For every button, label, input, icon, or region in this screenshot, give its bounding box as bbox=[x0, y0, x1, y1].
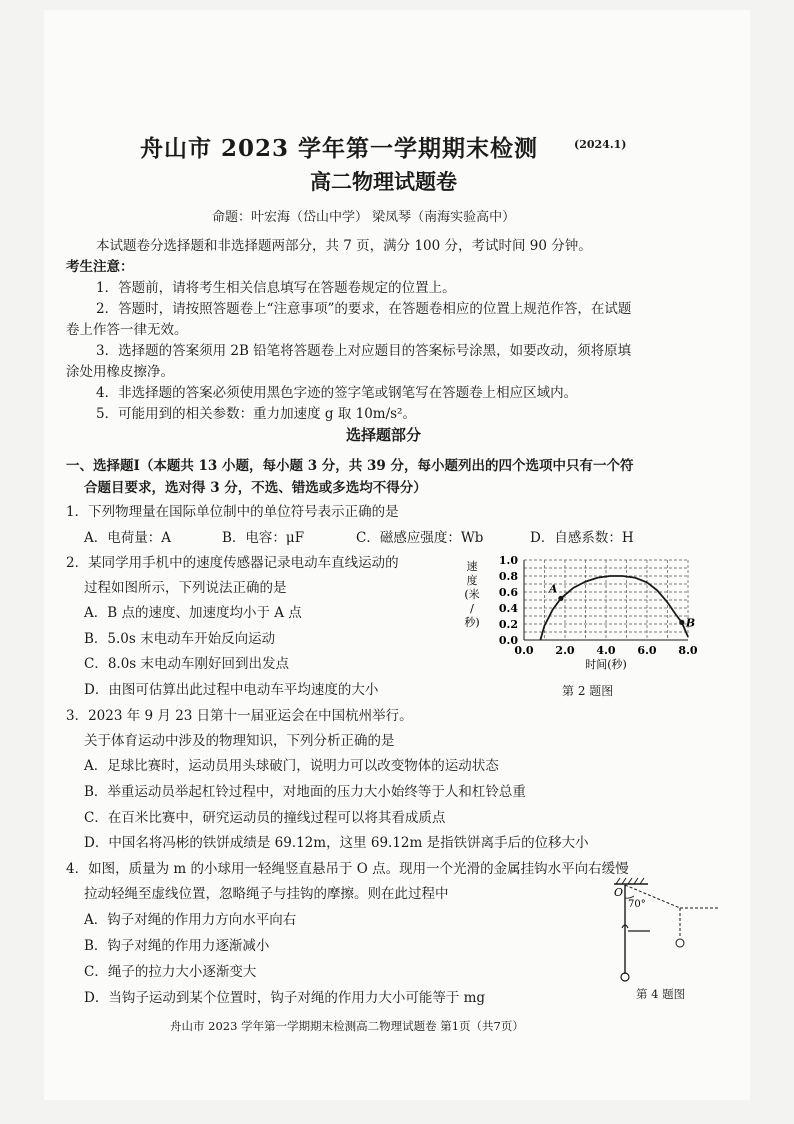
q3-option-b[interactable]: B．举重运动员举起杠铃过程中，对地面的压力大小始终等于人和杠铃总重 bbox=[84, 784, 526, 800]
q4-option-a[interactable]: A．钩子对绳的作用力方向水平向右 bbox=[84, 912, 297, 928]
point-label-a: A bbox=[548, 582, 558, 596]
q1-option-c[interactable]: C．磁感应强度：Wb bbox=[356, 530, 484, 546]
y-label-part: / bbox=[470, 602, 474, 615]
point-b bbox=[679, 620, 684, 625]
dashed-ball bbox=[676, 939, 684, 947]
y-tick-label: 0.8 bbox=[498, 570, 518, 583]
chart-grid bbox=[524, 560, 688, 640]
y-label-part: (米 bbox=[464, 588, 480, 601]
chart-ticks bbox=[499, 554, 698, 657]
y-axis-label bbox=[464, 559, 479, 629]
x-tick-label: 6.0 bbox=[637, 644, 657, 657]
x-tick-label: 8.0 bbox=[678, 644, 698, 657]
exam-title: 舟山市 2023 学年第一学期期末检测 bbox=[140, 135, 539, 162]
q1-option-b[interactable]: B．电容：μF bbox=[222, 530, 305, 546]
q3-stem-b: 关于体育运动中涉及的物理知识，下列分析正确的是 bbox=[84, 733, 395, 749]
ball bbox=[621, 973, 629, 981]
notice-5: 5．可能用到的相关参数：重力加速度 g 取 10m/s²。 bbox=[96, 406, 416, 422]
pendulum-hook-figure bbox=[606, 876, 726, 986]
velocity-time-chart bbox=[450, 548, 710, 698]
point-o-label: O bbox=[614, 886, 624, 899]
y-tick-label: 0.0 bbox=[498, 634, 518, 647]
q1-option-d[interactable]: D．自感系数：H bbox=[530, 530, 634, 546]
point-label-b: B bbox=[685, 616, 696, 630]
exam-date: (2024.1) bbox=[574, 138, 627, 151]
x-tick-label: 4.0 bbox=[596, 644, 616, 657]
q3-option-a[interactable]: A．足球比赛时，运动员用头球破门，说明力可以改变物体的运动状态 bbox=[84, 758, 499, 774]
notice-2a: 2．答题时，请按照答题卷上“注意事项”的要求，在答题卷相应的位置上规范作答，在试题 bbox=[96, 301, 632, 317]
q3-option-c[interactable]: C．在百米比赛中，研究运动员的撞线过程可以将其看成质点 bbox=[84, 810, 446, 826]
y-label-part: 速 bbox=[466, 560, 478, 573]
q1-stem: 1．下列物理量在国际单位制中的单位符号表示正确的是 bbox=[66, 504, 399, 520]
notice-title: 考生注意： bbox=[66, 259, 134, 275]
authors-line: 命题：叶宏海（岱山中学） 梁凤琴（南海实验高中） bbox=[212, 210, 516, 225]
q4-option-d[interactable]: D．当钩子运动到某个位置时，钩子对绳的作用力大小可能等于 mg bbox=[84, 990, 486, 1006]
q2-figure-caption: 第 2 题图 bbox=[562, 684, 614, 698]
angle-arc bbox=[625, 896, 634, 898]
q4-stem-a: 4．如图，质量为 m 的小球用一轻绳竖直悬吊于 O 点。现用一个光滑的金属挂钩水平向右缓慢 bbox=[66, 861, 629, 877]
exam-subtitle: 高二物理试题卷 bbox=[310, 170, 457, 194]
notice-4: 4．非选择题的答案必须使用黑色字迹的签字笔或钢笔写在答题卷上相应区域内。 bbox=[96, 385, 578, 401]
ceiling-hatch bbox=[616, 878, 644, 884]
q3-stem-a: 3．2023 年 9 月 23 日第十一届亚运会在中国杭州举行。 bbox=[66, 708, 413, 724]
q4-option-b[interactable]: B．钩子对绳的作用力逐渐减小 bbox=[84, 938, 270, 954]
intro-line: 本试题卷分选择题和非选择题两部分，共 7 页，满分 100 分，考试时间 90 分钟。 bbox=[96, 238, 592, 254]
x-tick-label: 0.0 bbox=[514, 644, 534, 657]
page-footer: 舟山市 2023 学年第一学期期末检测高二物理试题卷 第1页（共7页） bbox=[170, 1019, 524, 1033]
q2-option-c[interactable]: C．8.0s 末电动车刚好回到出发点 bbox=[84, 656, 290, 672]
y-tick-label: 0.2 bbox=[498, 618, 518, 631]
q2-stem-b: 过程如图所示，下列说法正确的是 bbox=[84, 580, 287, 596]
x-tick-label: 2.0 bbox=[555, 644, 575, 657]
part1-heading-a: 一、选择题Ⅰ（本题共 13 小题，每小题 3 分，共 39 分，每小题列出的四个选项中只有一个符 bbox=[66, 458, 634, 474]
q2-stem-a: 2．某同学用手机中的速度传感器记录电动车直线运动的 bbox=[66, 555, 399, 571]
q2-option-a[interactable]: A．B 点的速度、加速度均小于 A 点 bbox=[84, 605, 302, 621]
q4-figure-caption: 第 4 题图 bbox=[636, 987, 686, 1001]
y-tick-label: 0.4 bbox=[498, 602, 518, 615]
q4-option-c[interactable]: C．绳子的拉力大小逐渐变大 bbox=[84, 964, 257, 980]
x-axis-label: 时间(秒) bbox=[585, 658, 627, 671]
y-tick-label: 1.0 bbox=[498, 554, 518, 567]
section-title: 选择题部分 bbox=[346, 426, 422, 444]
y-label-part: 秒) bbox=[464, 616, 480, 629]
point-a bbox=[558, 596, 563, 601]
notice-1: 1．答题前，请将考生相关信息填写在答题卷规定的位置上。 bbox=[96, 280, 456, 296]
chart-points bbox=[548, 582, 695, 629]
q1-option-a[interactable]: A．电荷量：A bbox=[84, 530, 171, 546]
notice-3a: 3．选择题的答案须用 2B 铅笔将答题卷上对应题目的答案标号涂黑，如要改动，须将原填 bbox=[96, 343, 632, 359]
angle-label: 70° bbox=[628, 899, 646, 910]
y-label-part: 度 bbox=[466, 574, 478, 587]
q2-option-b[interactable]: B．5.0s 末电动车开始反向运动 bbox=[84, 631, 276, 647]
y-tick-label: 0.6 bbox=[498, 586, 518, 599]
notice-2b: 卷上作答一律无效。 bbox=[66, 322, 188, 338]
q3-option-d[interactable]: D．中国名将冯彬的铁饼成绩是 69.12m，这里 69.12m 是指铁饼离手后的位移大小 bbox=[84, 835, 589, 851]
notice-3b: 涂处用橡皮擦净。 bbox=[66, 364, 174, 380]
part1-heading-b: 合题目要求，选对得 3 分，不选、错选或多选均不得分） bbox=[84, 480, 427, 496]
q2-option-d[interactable]: D．由图可估算出此过程中电动车平均速度的大小 bbox=[84, 682, 379, 698]
q4-stem-b: 拉动轻绳至虚线位置，忽略绳子与挂钩的摩擦。则在此过程中 bbox=[84, 886, 449, 902]
